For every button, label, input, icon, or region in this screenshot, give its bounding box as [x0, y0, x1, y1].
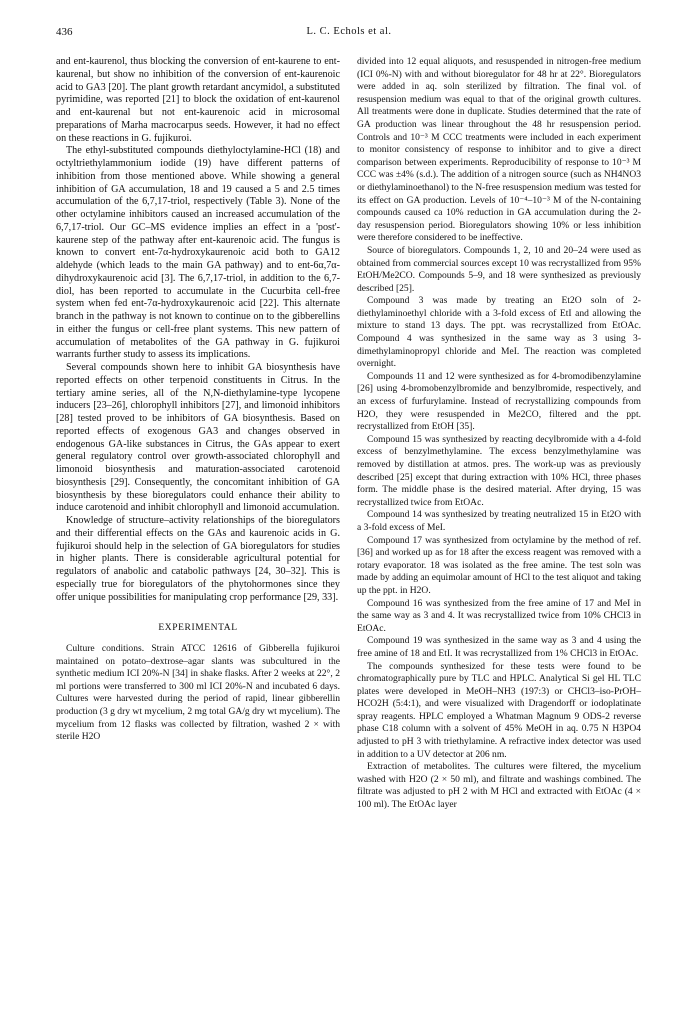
page-number: 436	[56, 26, 73, 38]
body-paragraph: Compound 17 was synthesized from octylamine by the method of ref. [36] and worked up as for 18 after the excess reagent was removed with a rotary evaporator. 18 was isolated as the free amine. The test soln was made by adding an equimolar amount of HCl to the test aliquot and taking up the ppt. in H2O.	[357, 534, 641, 596]
body-paragraph: Extraction of metabolites. The cultures were filtered, the mycelium washed with H2O (2 × 50 ml), and filtrate and washings combined. The filtrate was adjusted to pH 2 with M HCl and extracted with EtOAc (4 × 100 ml). The EtOAc layer	[357, 761, 641, 811]
body-paragraph: Knowledge of structure–activity relationships of the bioregulators and their differential effects on the GAs and kaurenoic acids in G. fujikuroi should help in the selection of GA bioregulators for studies in higher plants. There is considerable agricultural potential for regulators of anabolic and catabolic pathways [24, 30–32]. This is especially true for bioregulators of the phytohormones since they offer unique possibilities for manipulating crop performance [29, 33].	[56, 515, 340, 603]
page-header	[56, 26, 642, 42]
left-column	[56, 56, 340, 744]
body-paragraph: Compound 3 was made by treating an Et2O soln of 2-diethylaminoethyl chloride with a 3-fold excess of EtI and allowing the mixture to stand 13 days. The ppt. was recrystallized from EtOAc. Compound 4 was synthesized in the same way as 3 using 3-dimethylaminopropyl chloride and MeI. The reaction was completed overnight.	[357, 295, 641, 370]
body-paragraph: The compounds synthesized for these tests were found to be chromatographically pure by TLC and HPLC. Analytical Si gel HL TLC plates were developed in MeOH–NH3 (197:3) or CHCl3–iso-PrOH–HCO2H (5:4:1), and were visualized with Dragendorff or iodoplatinate spray reagents. HPLC employed a Whatman Magnum 9 ODS-2 reverse phase C18 column with a solvent of 45% MeOH in aq. 0.75 N H3PO4 adjusted to pH 3 with triethylamine. A refractive index detector was used in addition to a UV detector at 206 nm.	[357, 660, 641, 760]
body-paragraph: The ethyl-substituted compounds diethyloctylamine-HCl (18) and octyltriethylammonium iodide (19) have different patterns of inhibition from those mentioned above. While showing a general inhibition of GA accumulation, 18 and 19 caused a 5 and 2.5 times accumulation of the 6,7,17-triol, respectively (Table 3). None of the other octylamine inhibitors caused an increased accumulation of the 6,7,17-triol. Our GC–MS evidence implies an effect in a 'post'-kaurene step of the pathway after ent-kaurenoic acid. The fungus is known to convert ent-7α-hydroxykaurenoic acid both to GA12 aldehyde (which leads to the main GA pathway) and to ent-6α,7α-dihydroxykaurenoic acid [3]. The 6,7,17-triol, in addition to the 6,7-diol, has been reported to accumulate in the Cucurbita cell-free system when fed ent-7α-hydroxykaurenoic acid [22]. This alternate branch in the pathway is not known to continue on to the gibberellins in either the fungus or cell-free plant systems. This new pattern of accumulation of metabolites of the GA pathway in G. fujikuroi warrants further study to assess its implications.	[56, 145, 340, 361]
body-paragraph: Source of bioregulators. Compounds 1, 2, 10 and 20–24 were used as obtained from commercial sources except 10 was recrystallized from 95% EtOH/Me2CO. Compounds 5–9, and 18 were synthesized as previously described [25].	[357, 244, 641, 294]
right-column	[357, 56, 641, 812]
section-title-experimental: EXPERIMENTAL	[158, 623, 238, 634]
body-paragraph: divided into 12 equal aliquots, and resuspended in nitrogen-free medium (ICI 0%-N) with and without bioregulator for 48 hr at 22°. Bioregulators were added in aq. soln sterilized by filtration. The final vol. of resuspension medium was equal to that of the original growth cultures. All treatments were done in duplicate. Studies determined that the rate of GA production was linear throughout the 48 hr resuspension period. Controls and 10⁻³ M CCC treatments were included in each experiment to monitor consistency of response to inhibitor and to give a direct comparison between experiments. Reproducibility of response to 10⁻³ M CCC was ±4% (s.d.). The addition of a nitrogen source (such as NH4NO3 or diethylaminoethanol) to the N-free resuspension medium was tested for its effect on GA production. Levels of 10⁻⁴–10⁻³ M of the N-containing compounds caused ca 10% reduction in GA accumulation during the 2-day resuspension period. Bioregulators showing 10% or less inhibition were therefore considered to be ineffective.	[357, 56, 641, 244]
body-paragraph: Compound 16 was synthesized from the free amine of 17 and MeI in the same way as 3 and 4. It was recrystallized twice from 10% CHCl3 in EtOAc.	[357, 597, 641, 634]
body-paragraph: Several compounds shown here to inhibit GA biosynthesis have reported effects on other terpenoid constituents in Citrus. In the tertiary amine series, all of the N,N-diethylamine-type lycopene inducers [23–26], chlorophyll inhibitors [27], and limonoid inhibitors [28] tested proved to be inhibitors of GA biosynthesis. Based on reported effects of exogenous GA3 and changes observed in endogenous GA-like substances in Citrus, the GAs appear to exert general regulatory control over growth-associated chlorophyll and limonoid biosynthesis and maturation-associated carotenoid biosynthesis [29]. Consequently, the concomitant inhibition of GA biosynthesis by these bioregulators could enhance their ability to induce carotenoid and inhibit chlorophyll and limonoid accumulation.	[56, 362, 340, 514]
body-paragraph: and ent-kaurenol, thus blocking the conversion of ent-kaurene to ent-kaurenal, but show no inhibition of the conversion of ent-kaurenoic acid to GA3 [20]. The plant growth retardant ancymidol, a substituted pyrimidine, was reported [21] to block the oxidation of ent-kaurenol and ent-kaurenal but not ent-kaurenoic acid in microsomal preparations of Marha macrocarpus seeds. However, it had no effect on these reactions in G. fujikuroi.	[56, 56, 340, 144]
experimental-paragraph: Culture conditions. Strain ATCC 12616 of Gibberella fujikuroi maintained on potato–dextrose–agar slants was subcultured in the synthetic medium ICI 20%-N [34] in shake flasks. After 2 weeks at 22°, 2 ml portions were transferred to 300 ml ICI 20%-N and incubated 6 days. Cultures were harvested during the period of rapid, linear gibberellin production (3 g dry wt mycelium, 2 mg total GA/g dry wt mycelium). The mycelium from 12 flasks was collected by filtration, washed 2 × with sterile H2O	[56, 643, 340, 743]
running-head: L. C. Echols et al.	[306, 26, 392, 37]
body-paragraph: Compounds 11 and 12 were synthesized as for 4-bromodibenzylamine [26] using 4-bromobenzylbromide and benzylbromide, respectively, and an excess of furfurylamine. Instead of recrystallizing compounds from H2O, they were resuspended in Me2CO, filtered and the ppt. recrystallized from EtOH [35].	[357, 370, 641, 433]
body-paragraph: Compound 15 was synthesized by reacting decylbromide with a 4-fold excess of benzylmethylamine. The excess benzylmethylamine was removed by distillation at atmos. pres. The work-up was as previously described [25] except that during extraction with 10% HCl, three phases form. The middle phase is the desired material. After drying, 15 was recrystallized twice from EtOAc.	[357, 433, 641, 508]
body-paragraph: Compound 19 was synthesized in the same way as 3 and 4 using the free amine of 18 and EtI. It was recrystallized from 1% CHCl3 in EtOAc.	[357, 635, 641, 659]
body-paragraph: Compound 14 was synthesized by treating neutralized 15 in Et2O with a 3-fold excess of MeI.	[357, 509, 641, 533]
